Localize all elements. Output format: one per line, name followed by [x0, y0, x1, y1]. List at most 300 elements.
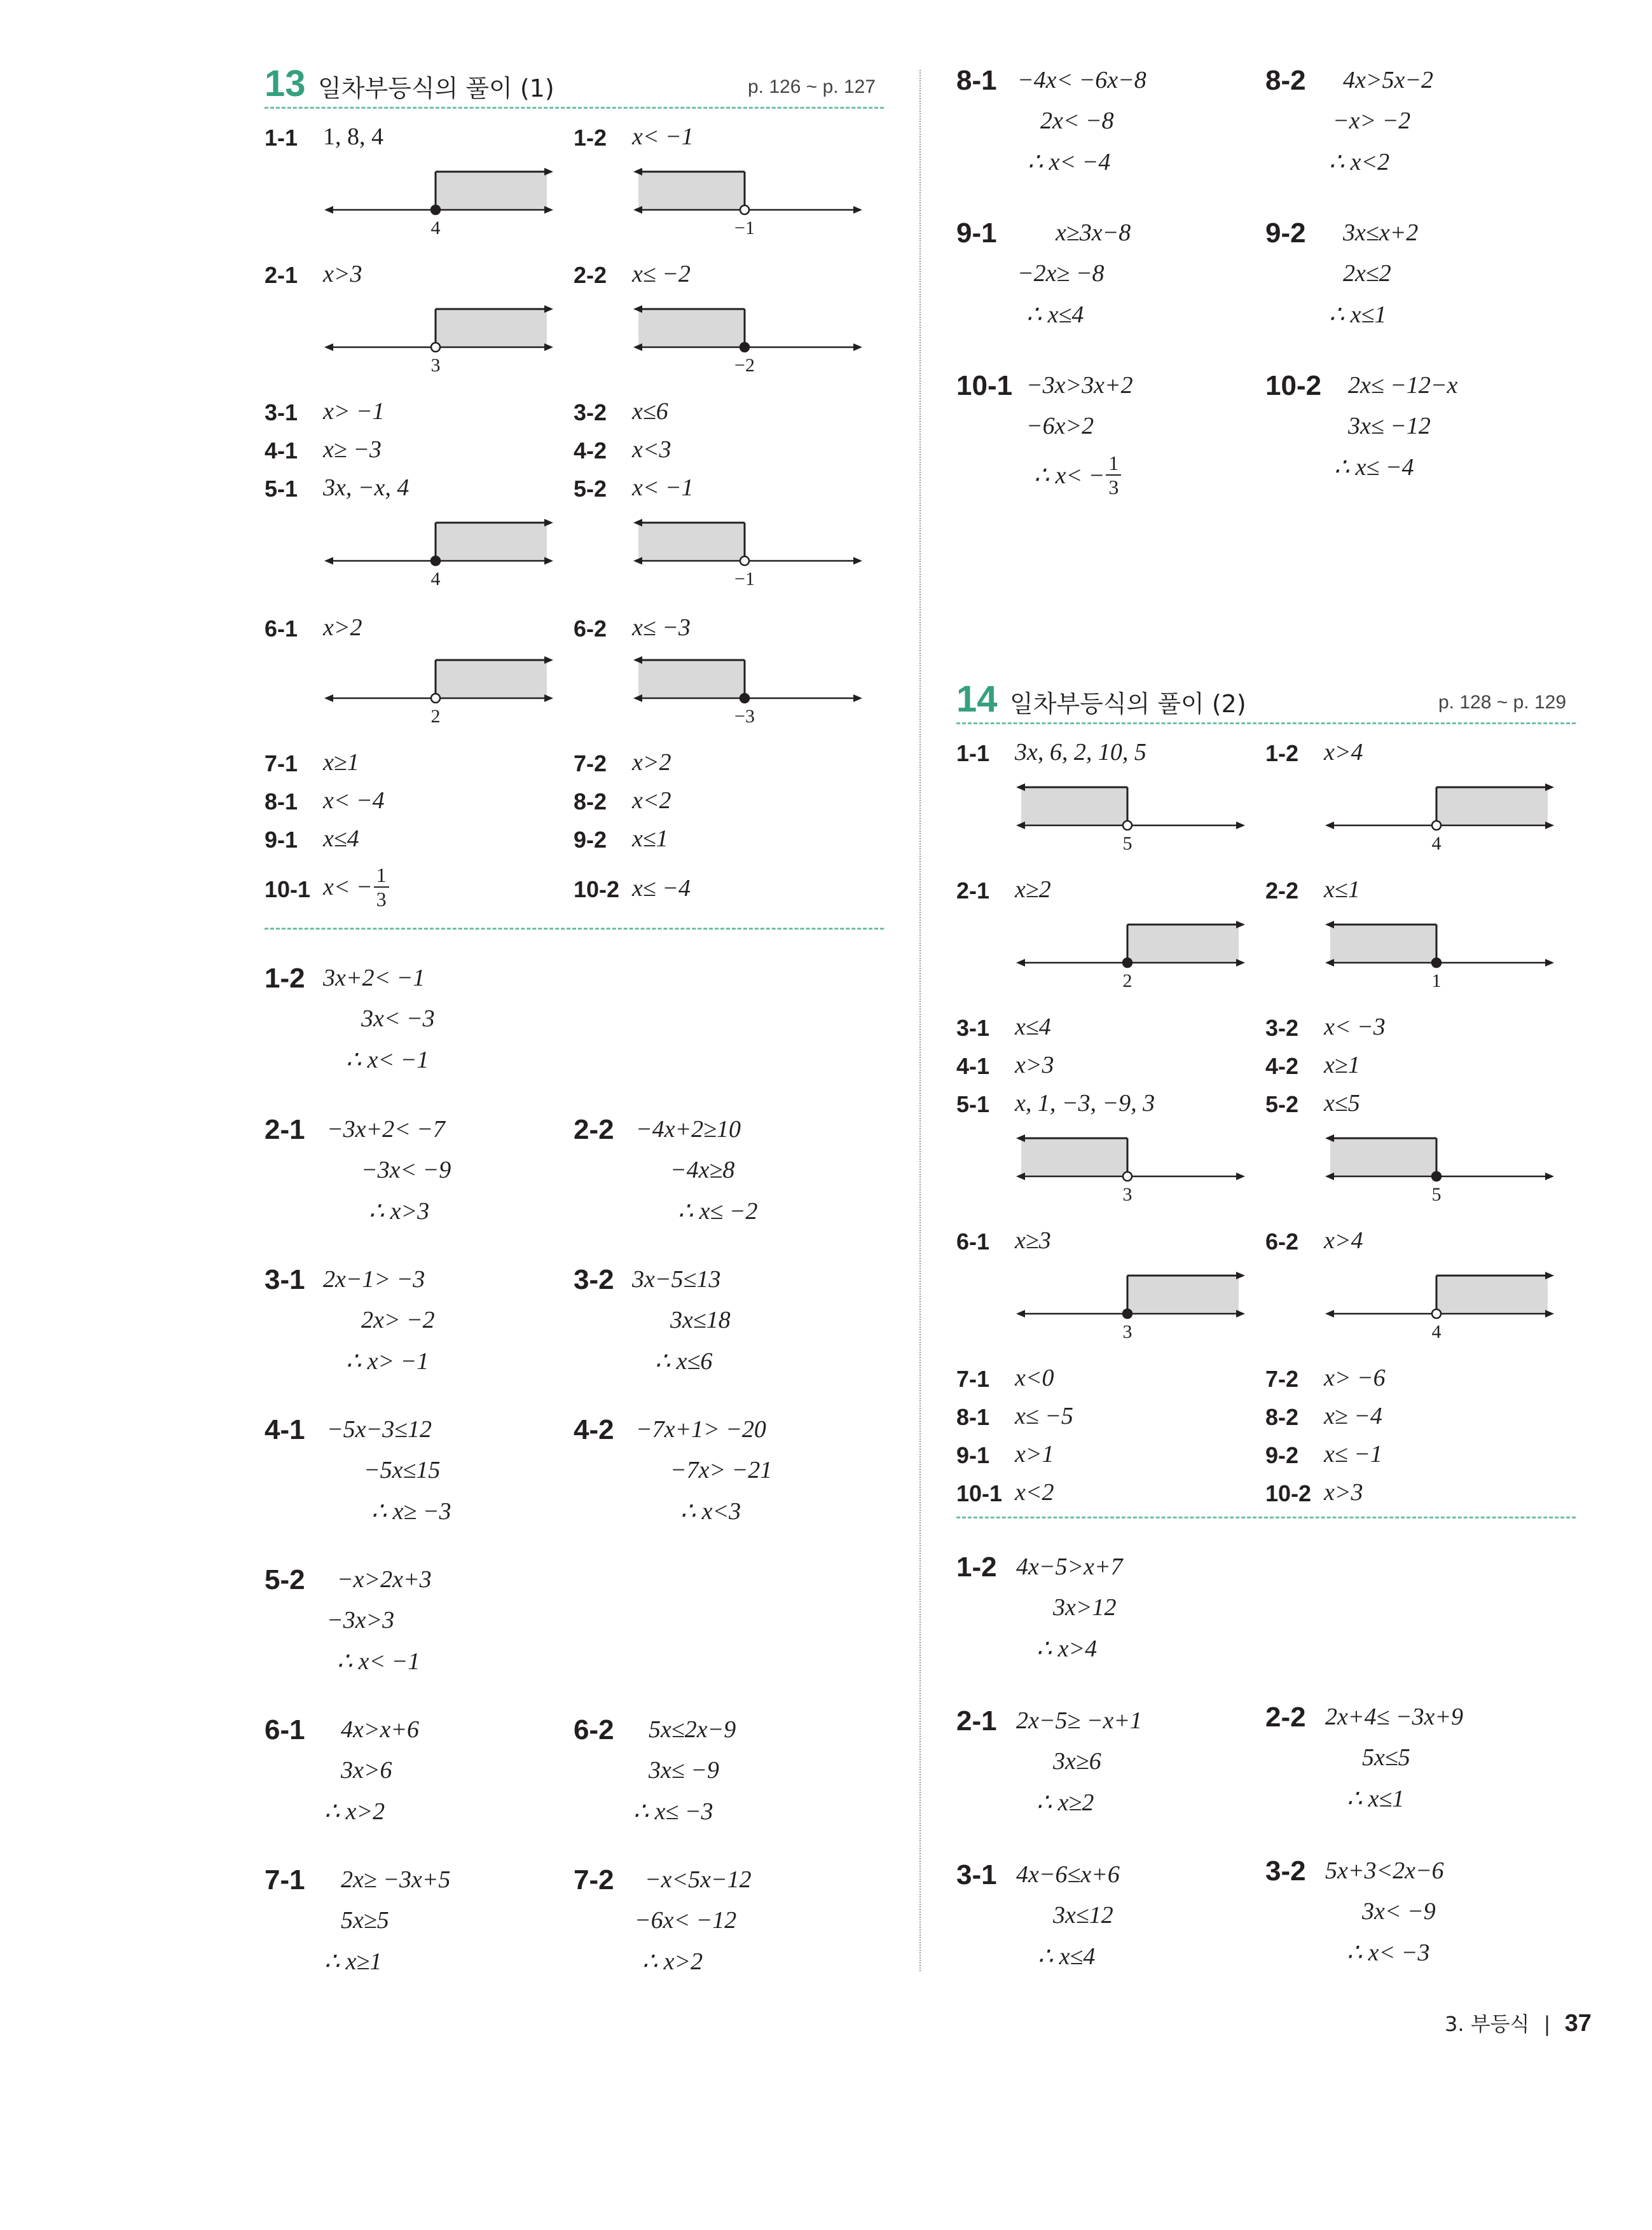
work-label: 4-2 [574, 1414, 614, 1445]
work-line: 4x−6≤x+6 [1016, 1861, 1120, 1888]
s13-answer-value: x>2 [323, 614, 362, 641]
shaded-region [1330, 1138, 1436, 1176]
shaded-region [1021, 1138, 1127, 1176]
shaded-region [436, 309, 547, 347]
s13-answer-label: 6-1 [265, 616, 298, 642]
s14-answer-label: 4-1 [956, 1053, 990, 1079]
s13-answer-label: 4-2 [574, 437, 607, 464]
fraction [1106, 453, 1121, 497]
section-14-pages: p. 128 ~ p. 129 [1438, 692, 1567, 713]
s13-answer-value: x≥1 [323, 749, 359, 776]
work-line: ∴ x>2 [324, 1798, 385, 1825]
work-line: ∴ x≤1 [1347, 1786, 1405, 1812]
work-label: 4-1 [265, 1414, 305, 1445]
work-line: −x> −2 [1333, 107, 1411, 134]
region-arrow-icon [1325, 921, 1334, 928]
number-line [1010, 1266, 1251, 1342]
work-label: 3-2 [1265, 1855, 1306, 1887]
work-line: −3x>3 [327, 1607, 395, 1634]
region-arrow-icon [1236, 921, 1245, 928]
s14-answer-value: x< −3 [1324, 1014, 1386, 1040]
s14-answer-value: x≥3 [1015, 1227, 1051, 1254]
region-arrow-icon [1545, 783, 1554, 791]
tick-label: −2 [734, 355, 755, 376]
work-line: 4x>5x−2 [1343, 67, 1434, 93]
work-label: 2-2 [574, 1114, 614, 1145]
number-line [627, 299, 869, 376]
work-line: 2x> −2 [361, 1307, 435, 1333]
s13-answer-label: 3-1 [265, 399, 298, 425]
work-label: 3-1 [956, 1859, 997, 1890]
number-line [318, 650, 560, 727]
region-arrow-icon [633, 168, 642, 176]
shaded-region [436, 172, 547, 210]
shaded-region [638, 523, 745, 561]
s14-answer-label: 4-2 [1265, 1053, 1299, 1079]
work-line: 3x≤12 [1053, 1902, 1113, 1929]
fraction-denominator: 3 [376, 888, 387, 911]
closed-point [740, 343, 749, 352]
axis-left-arrow-icon [1016, 822, 1025, 829]
work-line: 3x>6 [341, 1757, 392, 1784]
s14-answer-label: 1-2 [1265, 740, 1299, 766]
s13-answer-label: 1-2 [574, 125, 607, 151]
region-arrow-icon [633, 656, 642, 664]
tick-label: −3 [734, 706, 755, 727]
s13-answer-value: x>2 [632, 749, 671, 776]
open-point [1432, 1309, 1441, 1318]
tick-label: 3 [430, 355, 441, 376]
s13-answer-value: x≥ −3 [323, 436, 382, 463]
fraction [374, 865, 389, 909]
s14-answer-label: 8-2 [1265, 1404, 1299, 1430]
axis-left-arrow-icon [1325, 959, 1334, 967]
work-label: 2-2 [1265, 1702, 1306, 1733]
s13-answer-label: 6-2 [574, 616, 607, 642]
work-label: 3-1 [265, 1264, 305, 1295]
tick-label: −1 [734, 568, 755, 589]
shaded-region [1127, 1276, 1239, 1314]
work-line: 4x−5>x+7 [1016, 1553, 1123, 1580]
footer-chapter: 3. 부등식 [1445, 2012, 1530, 2036]
number-line [627, 162, 869, 238]
axis-left-arrow-icon [1016, 1310, 1025, 1318]
tick-label: 2 [1122, 970, 1132, 991]
work-line: ∴ x≥ −3 [371, 1498, 451, 1525]
s13-answer-label: 5-2 [574, 476, 607, 502]
shaded-region [1127, 925, 1239, 963]
work-line: 3x≤ −9 [649, 1757, 719, 1784]
axis-left-arrow-icon [633, 343, 642, 351]
work-label: 3-2 [574, 1264, 614, 1295]
work-line: 3x≤x+2 [1343, 219, 1419, 246]
work-line: 5x≥5 [341, 1907, 389, 1934]
axis-right-arrow-icon [544, 206, 553, 214]
open-point [1123, 1172, 1132, 1181]
axis-left-arrow-icon [1325, 822, 1334, 829]
work-line: 3x+2< −1 [323, 965, 425, 991]
work-line: 2x+4≤ −3x+9 [1325, 1703, 1464, 1730]
section-13-divider [265, 107, 884, 109]
work-label: 6-1 [265, 1714, 305, 1745]
work-label: 2-1 [265, 1114, 305, 1145]
s14-answer-label: 3-1 [956, 1015, 990, 1041]
work-line: 2x≤2 [1343, 260, 1391, 287]
work-line: −6x< −12 [635, 1907, 737, 1934]
work-line: ∴ x>3 [369, 1198, 430, 1225]
s13-answer-value: x> −1 [323, 398, 385, 425]
tick-label: 4 [430, 568, 441, 589]
work-line: ∴ x≤ −3 [633, 1798, 713, 1825]
work-label: 1-2 [265, 963, 305, 994]
work-line: −4x≥8 [670, 1157, 735, 1183]
page-footer [1445, 2008, 1592, 2037]
work-line: 3x≥6 [1053, 1748, 1101, 1775]
region-arrow-icon [544, 305, 553, 313]
shaded-region [1436, 1276, 1548, 1314]
shaded-region [436, 660, 547, 698]
work-line: ∴ x>4 [1036, 1635, 1098, 1662]
s13-answer-label: 10-2 [574, 876, 620, 902]
region-arrow-icon [1236, 1272, 1245, 1279]
work-line: −3x>3x+2 [1026, 372, 1133, 399]
region-arrow-icon [1016, 783, 1025, 791]
s13-answer-label: 9-2 [574, 827, 607, 853]
work-label: 9-1 [956, 217, 997, 249]
shaded-region [436, 523, 547, 561]
shaded-region [1436, 787, 1548, 825]
number-line [627, 513, 869, 589]
section-13-number: 13 [265, 63, 306, 104]
work-line: ∴ x≤6 [655, 1348, 713, 1375]
s14-answer-value: x≥ −4 [1324, 1403, 1382, 1429]
tick-label: −1 [734, 217, 755, 238]
s13-answer-label: 9-1 [265, 827, 298, 853]
work-line: ∴ x<2 [1329, 149, 1390, 176]
s14-answer-value: x, 1, −3, −9, 3 [1015, 1090, 1155, 1117]
work-line: ∴ x>2 [642, 1948, 703, 1975]
closed-point [431, 205, 440, 214]
axis-right-arrow-icon [1545, 959, 1554, 967]
section-13-title: 일차부등식의 풀이 (1) [318, 74, 554, 102]
work-line: ∴ x< −1 [337, 1648, 420, 1675]
open-point [431, 343, 440, 352]
closed-point [1123, 958, 1132, 967]
work-line-text: ∴ x< − [1034, 462, 1105, 489]
s14-answer-label: 5-2 [1265, 1091, 1299, 1117]
s14-answer-label: 6-2 [1265, 1229, 1299, 1255]
s13-answer-label: 8-1 [265, 788, 298, 815]
work-line: 2x≤ −12−x [1348, 372, 1458, 399]
axis-left-arrow-icon [1016, 959, 1025, 967]
s14-answer-label: 9-1 [956, 1442, 990, 1468]
axis-left-arrow-icon [633, 557, 642, 565]
s14-answer-label: 10-2 [1265, 1480, 1312, 1506]
s14-answer-label: 5-1 [956, 1091, 990, 1117]
s13-answer-10-1-text: x< − [323, 874, 373, 900]
work-line: 5x+3<2x−6 [1325, 1857, 1444, 1884]
s13-answer-value: x≤6 [632, 398, 668, 425]
s14-answer-label: 7-1 [956, 1366, 990, 1392]
work-label: 2-1 [956, 1705, 997, 1737]
s13-answer-label: 1-1 [265, 125, 298, 151]
s13-answer-label: 7-1 [265, 750, 298, 776]
axis-left-arrow-icon [1325, 1310, 1334, 1318]
axis-right-arrow-icon [1545, 1310, 1554, 1318]
s13-answer-label: 3-2 [574, 399, 607, 425]
work-line: ∴ x≤4 [1038, 1943, 1096, 1970]
closed-point [431, 556, 440, 565]
s14-answer-value: x≤4 [1015, 1014, 1051, 1040]
work-line: −4x+2≥10 [636, 1116, 741, 1143]
tick-label: 3 [1122, 1184, 1132, 1205]
axis-right-arrow-icon [1236, 1173, 1245, 1180]
s14-answer-value: x≥2 [1015, 876, 1051, 903]
work-label: 7-1 [265, 1864, 305, 1896]
tick-label: 1 [1431, 970, 1442, 991]
number-line [1010, 1129, 1251, 1205]
tick-label: 4 [430, 217, 441, 238]
s13-answer-value: x< −1 [632, 123, 694, 150]
axis-left-arrow-icon [633, 206, 642, 214]
s14-answer-label: 6-1 [956, 1229, 990, 1255]
s13-answer-value: x≤ −4 [632, 875, 691, 902]
number-line [1319, 778, 1560, 854]
s14-answer-value: x>1 [1015, 1441, 1054, 1468]
number-line [318, 513, 560, 589]
work-line: 2x< −8 [1040, 107, 1114, 134]
shaded-region [1021, 787, 1127, 825]
s14-answer-value: x<2 [1015, 1479, 1054, 1506]
s14-answer-value: x≤ −5 [1015, 1403, 1073, 1429]
s14-answer-value: x≤1 [1324, 876, 1360, 903]
axis-left-arrow-icon [1325, 1173, 1334, 1180]
s14-answer-label: 10-1 [956, 1480, 1003, 1506]
shaded-region [1330, 925, 1436, 963]
page-number: 37 [1564, 2010, 1592, 2037]
s14-answer-label: 7-2 [1265, 1366, 1299, 1392]
s13-answer-label: 2-1 [265, 262, 298, 288]
axis-right-arrow-icon [1236, 822, 1245, 829]
axis-left-arrow-icon [1016, 1173, 1025, 1180]
number-line [1319, 1129, 1560, 1205]
work-label: 1-2 [956, 1552, 997, 1583]
number-line [627, 650, 869, 727]
s13-answer-value: x<2 [632, 787, 671, 814]
region-arrow-icon [1016, 1134, 1025, 1142]
work-line: 3x< −3 [361, 1005, 435, 1032]
tick-label: 5 [1122, 833, 1132, 854]
s13-answer-value: x<3 [632, 436, 671, 463]
work-line: −6x>2 [1026, 413, 1094, 439]
work-line: 3x≤ −12 [1348, 413, 1431, 439]
closed-point [740, 694, 749, 703]
tick-label: 4 [1431, 833, 1442, 854]
work-label: 7-2 [574, 1864, 614, 1896]
region-arrow-icon [544, 656, 553, 664]
section-14-work-divider [956, 1517, 1576, 1518]
work-line: ∴ x≤ −4 [1334, 454, 1414, 481]
open-point [431, 694, 440, 703]
tick-label: 2 [430, 706, 441, 727]
region-arrow-icon [633, 305, 642, 313]
shaded-region [638, 660, 745, 698]
work-line: 2x−5≥ −x+1 [1016, 1707, 1143, 1734]
number-line [318, 162, 560, 238]
work-label: 6-2 [574, 1714, 614, 1745]
work-line: −x>2x+3 [337, 1566, 432, 1593]
section-13-pages: p. 126 ~ p. 127 [748, 76, 876, 97]
work-line: 2x−1> −3 [323, 1266, 425, 1293]
s14-answer-label: 9-2 [1265, 1442, 1299, 1468]
axis-left-arrow-icon [324, 557, 333, 565]
work-line: 3x>12 [1053, 1594, 1117, 1621]
axis-left-arrow-icon [324, 206, 333, 214]
s14-answer-value: x≥1 [1324, 1052, 1360, 1078]
work-line: −4x< −6x−8 [1017, 67, 1146, 93]
s14-answer-value: x<0 [1015, 1365, 1054, 1391]
s13-answer-value: x≤1 [632, 825, 668, 852]
number-line [1319, 1266, 1560, 1342]
axis-right-arrow-icon [853, 206, 862, 214]
column-separator [919, 70, 921, 1971]
work-line: ∴ x≤ −2 [678, 1198, 758, 1225]
open-point [1432, 821, 1441, 830]
open-point [1123, 821, 1132, 830]
s13-answer-value: x< −1 [632, 474, 694, 501]
s14-answer-label: 8-1 [956, 1404, 990, 1430]
work-line: ∴ x< −1 [346, 1047, 429, 1073]
s13-answer-label: 7-2 [574, 750, 607, 776]
axis-right-arrow-icon [1236, 959, 1245, 967]
tick-label: 4 [1431, 1321, 1442, 1342]
work-label: 8-1 [956, 65, 997, 96]
s14-answer-value: x>3 [1015, 1052, 1054, 1078]
s13-answer-value [323, 865, 389, 909]
work-line: ∴ x≥2 [1036, 1789, 1094, 1816]
s14-answer-label: 1-1 [956, 740, 990, 766]
work-line: 5x≤5 [1362, 1744, 1410, 1771]
work-line: ∴ x<3 [680, 1498, 741, 1525]
region-arrow-icon [1325, 1134, 1334, 1142]
section-13-work-divider [265, 928, 884, 930]
work-line: x≥3x−8 [1056, 219, 1131, 246]
fraction-numerator: 1 [374, 865, 389, 888]
work-line: −x<5x−12 [645, 1866, 752, 1893]
s13-answer-value: x>3 [323, 261, 362, 287]
s13-answer-label: 8-2 [574, 788, 607, 815]
s13-answer-value: 1, 8, 4 [323, 123, 383, 150]
axis-left-arrow-icon [324, 343, 333, 351]
s13-answer-label: 10-1 [265, 876, 311, 902]
s13-answer-value: 3x, −x, 4 [323, 474, 410, 501]
axis-right-arrow-icon [1545, 822, 1554, 829]
work-line: −3x+2< −7 [327, 1116, 445, 1143]
work-line: 2x≥ −3x+5 [341, 1866, 451, 1893]
work-label: 5-2 [265, 1564, 305, 1595]
closed-point [1432, 1172, 1441, 1181]
work-line: ∴ x≥1 [324, 1948, 382, 1975]
work-line: −5x≤15 [364, 1457, 441, 1483]
closed-point [1123, 1309, 1132, 1318]
s13-answer-value: x≤4 [323, 825, 359, 852]
s14-answer-label: 3-2 [1265, 1015, 1299, 1041]
s14-answer-value: x>4 [1324, 739, 1363, 766]
work-line: 3x−5≤13 [632, 1266, 721, 1293]
work-label: 9-2 [1265, 217, 1306, 249]
axis-right-arrow-icon [544, 694, 553, 702]
work-line: 3x≤18 [670, 1307, 731, 1333]
axis-right-arrow-icon [853, 694, 862, 702]
tick-label: 3 [1122, 1321, 1132, 1342]
closed-point [1432, 958, 1441, 967]
s13-answer-label: 5-1 [265, 476, 298, 502]
work-line: −7x+1> −20 [636, 1416, 766, 1443]
number-line [1010, 778, 1251, 854]
tick-label: 5 [1431, 1184, 1442, 1205]
section-14-number: 14 [956, 678, 998, 720]
number-line [1319, 915, 1560, 991]
open-point [740, 205, 749, 214]
fraction-numerator: 1 [1106, 453, 1121, 476]
work-line [1034, 453, 1121, 497]
s14-answer-value: x≤5 [1324, 1090, 1360, 1117]
work-line: 3x< −9 [1362, 1898, 1436, 1925]
number-line [318, 299, 560, 376]
axis-left-arrow-icon [324, 694, 333, 702]
s14-answer-label: 2-1 [956, 878, 990, 904]
work-line: −7x> −21 [670, 1457, 773, 1483]
s14-answer-label: 2-2 [1265, 878, 1299, 904]
axis-right-arrow-icon [544, 343, 553, 351]
region-arrow-icon [1545, 1272, 1554, 1279]
work-line: −3x< −9 [361, 1157, 451, 1183]
work-line: ∴ x≤4 [1026, 301, 1084, 328]
s14-answer-value: x> −6 [1324, 1365, 1386, 1391]
axis-right-arrow-icon [544, 557, 553, 565]
work-label: 10-2 [1265, 370, 1322, 401]
open-point [740, 556, 749, 565]
work-line: ∴ x> −1 [346, 1348, 429, 1375]
s14-answer-value: x>4 [1324, 1227, 1363, 1254]
s13-answer-value: x≤ −2 [632, 261, 691, 287]
region-arrow-icon [633, 519, 642, 527]
axis-right-arrow-icon [853, 557, 862, 565]
s14-answer-value: x>3 [1324, 1479, 1363, 1506]
s13-answer-value: x≤ −3 [632, 614, 691, 641]
number-line [1010, 915, 1251, 991]
s14-answer-value: 3x, 6, 2, 10, 5 [1015, 739, 1146, 766]
work-line: −2x≥ −8 [1017, 260, 1105, 287]
work-line: ∴ x< −4 [1028, 149, 1111, 176]
section-14-divider [956, 722, 1576, 724]
shaded-region [638, 172, 745, 210]
region-arrow-icon [544, 519, 553, 527]
section-14-title: 일차부등식의 풀이 (2) [1010, 690, 1246, 718]
footer-separator: | [1543, 2012, 1551, 2036]
work-label: 10-1 [956, 370, 1013, 401]
fraction-denominator: 3 [1108, 476, 1119, 499]
axis-right-arrow-icon [1545, 1173, 1554, 1180]
s14-answer-value: x≤ −1 [1324, 1441, 1382, 1468]
axis-right-arrow-icon [853, 343, 862, 351]
axis-right-arrow-icon [1236, 1310, 1245, 1318]
axis-left-arrow-icon [633, 694, 642, 702]
s13-answer-label: 2-2 [574, 262, 607, 288]
s13-answer-value: x< −4 [323, 787, 385, 814]
s13-answer-label: 4-1 [265, 437, 298, 464]
shaded-region [638, 309, 745, 347]
